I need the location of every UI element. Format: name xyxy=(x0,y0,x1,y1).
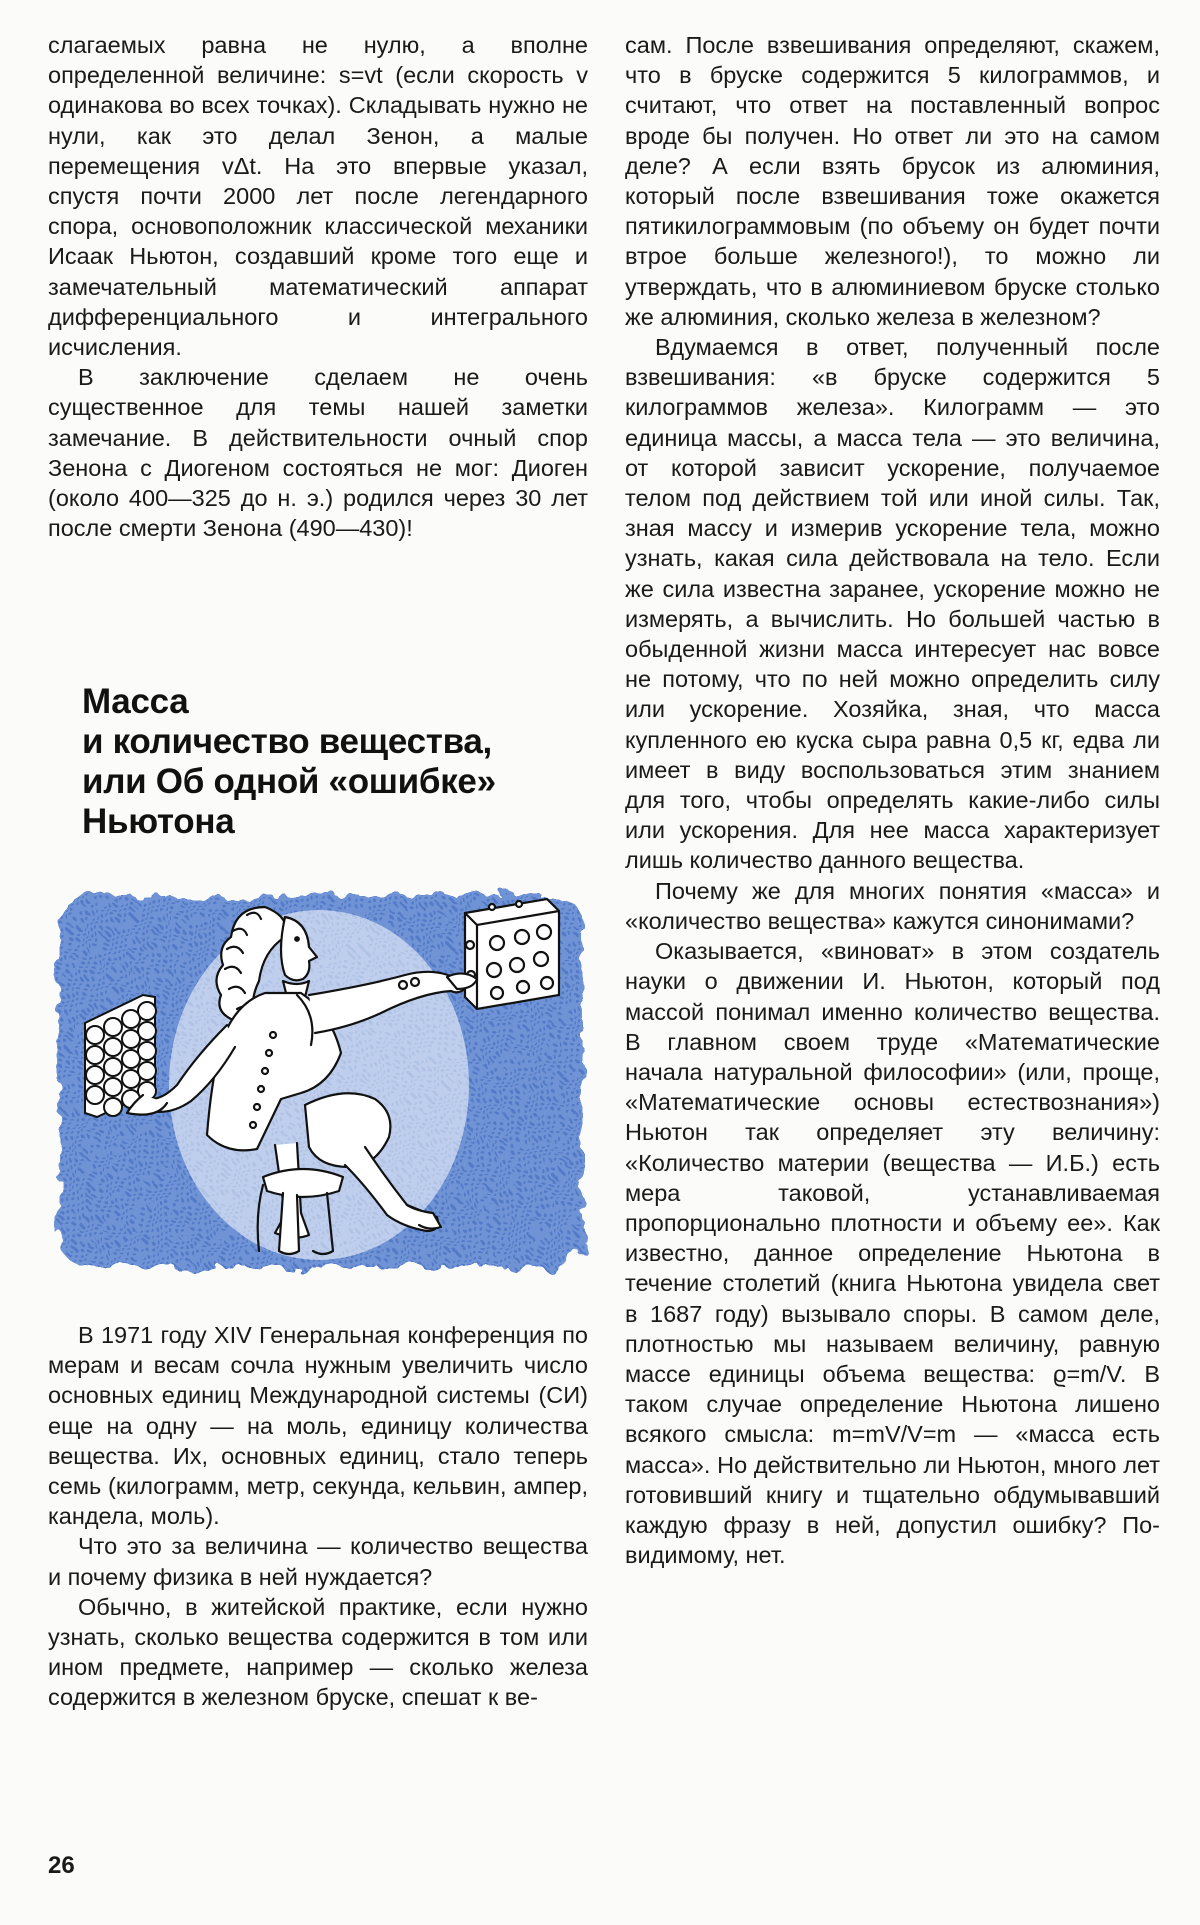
paragraph-newton: Оказывается, «виноват» в этом создатель науки о движении И. Ньютон, который под массой понимал именно количество вещества. В главном своем труде «Математические начала натуральной философии» (или, проще, «Математические основы естествознания») Ньютон так определяет эту величину: «Количество материи (вещества — И.Б.) есть мера таковой, устанавливаемая пропорционально плотности и объему ее». Как известно, данное определение Ньютона в течение столетий (книга Ньютона увидела свет в 1687 году) вызывало споры. В самом деле, плотностью мы называем величину, равную массе единицы объема вещества: ϱ=m/V. В таком случае определение Ньютона лишено всякого смысла: m=mV/V=m — «масса есть масса». Но действительно ли Ньютон, много лет готовивший книгу и тщательно обдумывавший каждую фразу в ней, допустил ошибку? По-видимому, нет. xyxy=(625,938,1160,1569)
dotted-cube-icon xyxy=(465,899,559,1009)
title-line: и количество вещества, xyxy=(82,722,492,761)
paragraph-synonyms: Почему же для многих понятия «масса» и «количество вещества» кажутся синонимами? xyxy=(625,877,1160,934)
paragraph-intro: В 1971 году XIV Генеральная конференция по мерам и весам сочла нужным увеличить число основных единиц Международной системы (СИ) еще на одну — на моль, единицу количества вещества. Их, основных единиц, стало теперь семь (килограмм, метр, секунда, кельвин, ампер, кандела, моль). xyxy=(48,1322,588,1530)
paragraph-practice: Обычно, в житейской практике, если нужно узнать, сколько вещества содержится в том или ином предмете, например — сколько железа содержится в железном бруске, спешат к ве- xyxy=(48,1593,588,1711)
title-line: Масса xyxy=(82,682,189,721)
right-column xyxy=(625,30,1160,1570)
paragraph-mass-definition: Вдумаемся в ответ, полученный после взвешивания: «в бруске содержится 5 килограммов железа». Килограмм — это единица массы, а масса тела — это величина, от которой зависит ускорение, получаемое телом под действием той или иной силы. Так, зная массу и измерив ускорение тела, можно узнать, какая сила действовала на тело. Если же сила известна заранее, ускорение можно не измерять, а вычислить. Но большей частью в обыденной жизни масса интересует нас вовсе не потому, что по ней можно определить силу или ускорение. Хозяйка, зная, что масса купленного ею куска сыра равна 0,5 кг, едва ли имеет в виду воспользоваться этим знанием для того, чтобы определять какие-либо силы или ускорения. Для нее масса характеризует лишь количество данного вещества. xyxy=(625,334,1160,874)
paragraph-question: Что это за величина — количество вещества и почему физика в ней нуждается? xyxy=(48,1533,588,1590)
title-line: или Об одной «ошибке» xyxy=(82,762,496,801)
paragraph-continued: слагаемых равна не нулю, а вполне определенной величине: s=vt (если скорость v одинакова во всех точках). Складывать нужно не нули, как это делал Зенон, а малые перемещения vΔt. На это впервые указал, спустя почти 2000 лет после легендарного спора, основоположник классической механики Исаак Ньютон, создавший кроме того еще и замечательный математический аппарат дифференциального и интегрального исчисления. xyxy=(48,32,588,361)
paragraph-weighing: сам. После взвешивания определяют, скажем, что в бруске содержится 5 килограммов, и считают, что ответ на поставленный вопрос вроде бы получен. Но ответ ли это на самом деле? А если взять брусок из алюминия, который после взвешивания тоже окажется пятикилограммовым (по объему он будет почти втрое больше железного!), то можно ли утверждать, что в алюминиевом бруске столько же алюминия, сколько железа в железном? xyxy=(625,32,1160,330)
left-column-bottom xyxy=(48,1320,588,1713)
left-column-top xyxy=(48,30,588,543)
newton-illustration xyxy=(47,885,595,1280)
page-number: 26 xyxy=(48,1852,75,1879)
title-line: Ньютона xyxy=(82,802,235,841)
paragraph-conclusion: В заключение сделаем не очень существенное для темы нашей заметки замечание. В действительности очный спор Зенона с Диогеном состояться не мог: Диоген (около 400—325 до н. э.) родился через 30 лет после смерти Зенона (490—430)! xyxy=(48,364,588,542)
article-title xyxy=(82,682,552,842)
